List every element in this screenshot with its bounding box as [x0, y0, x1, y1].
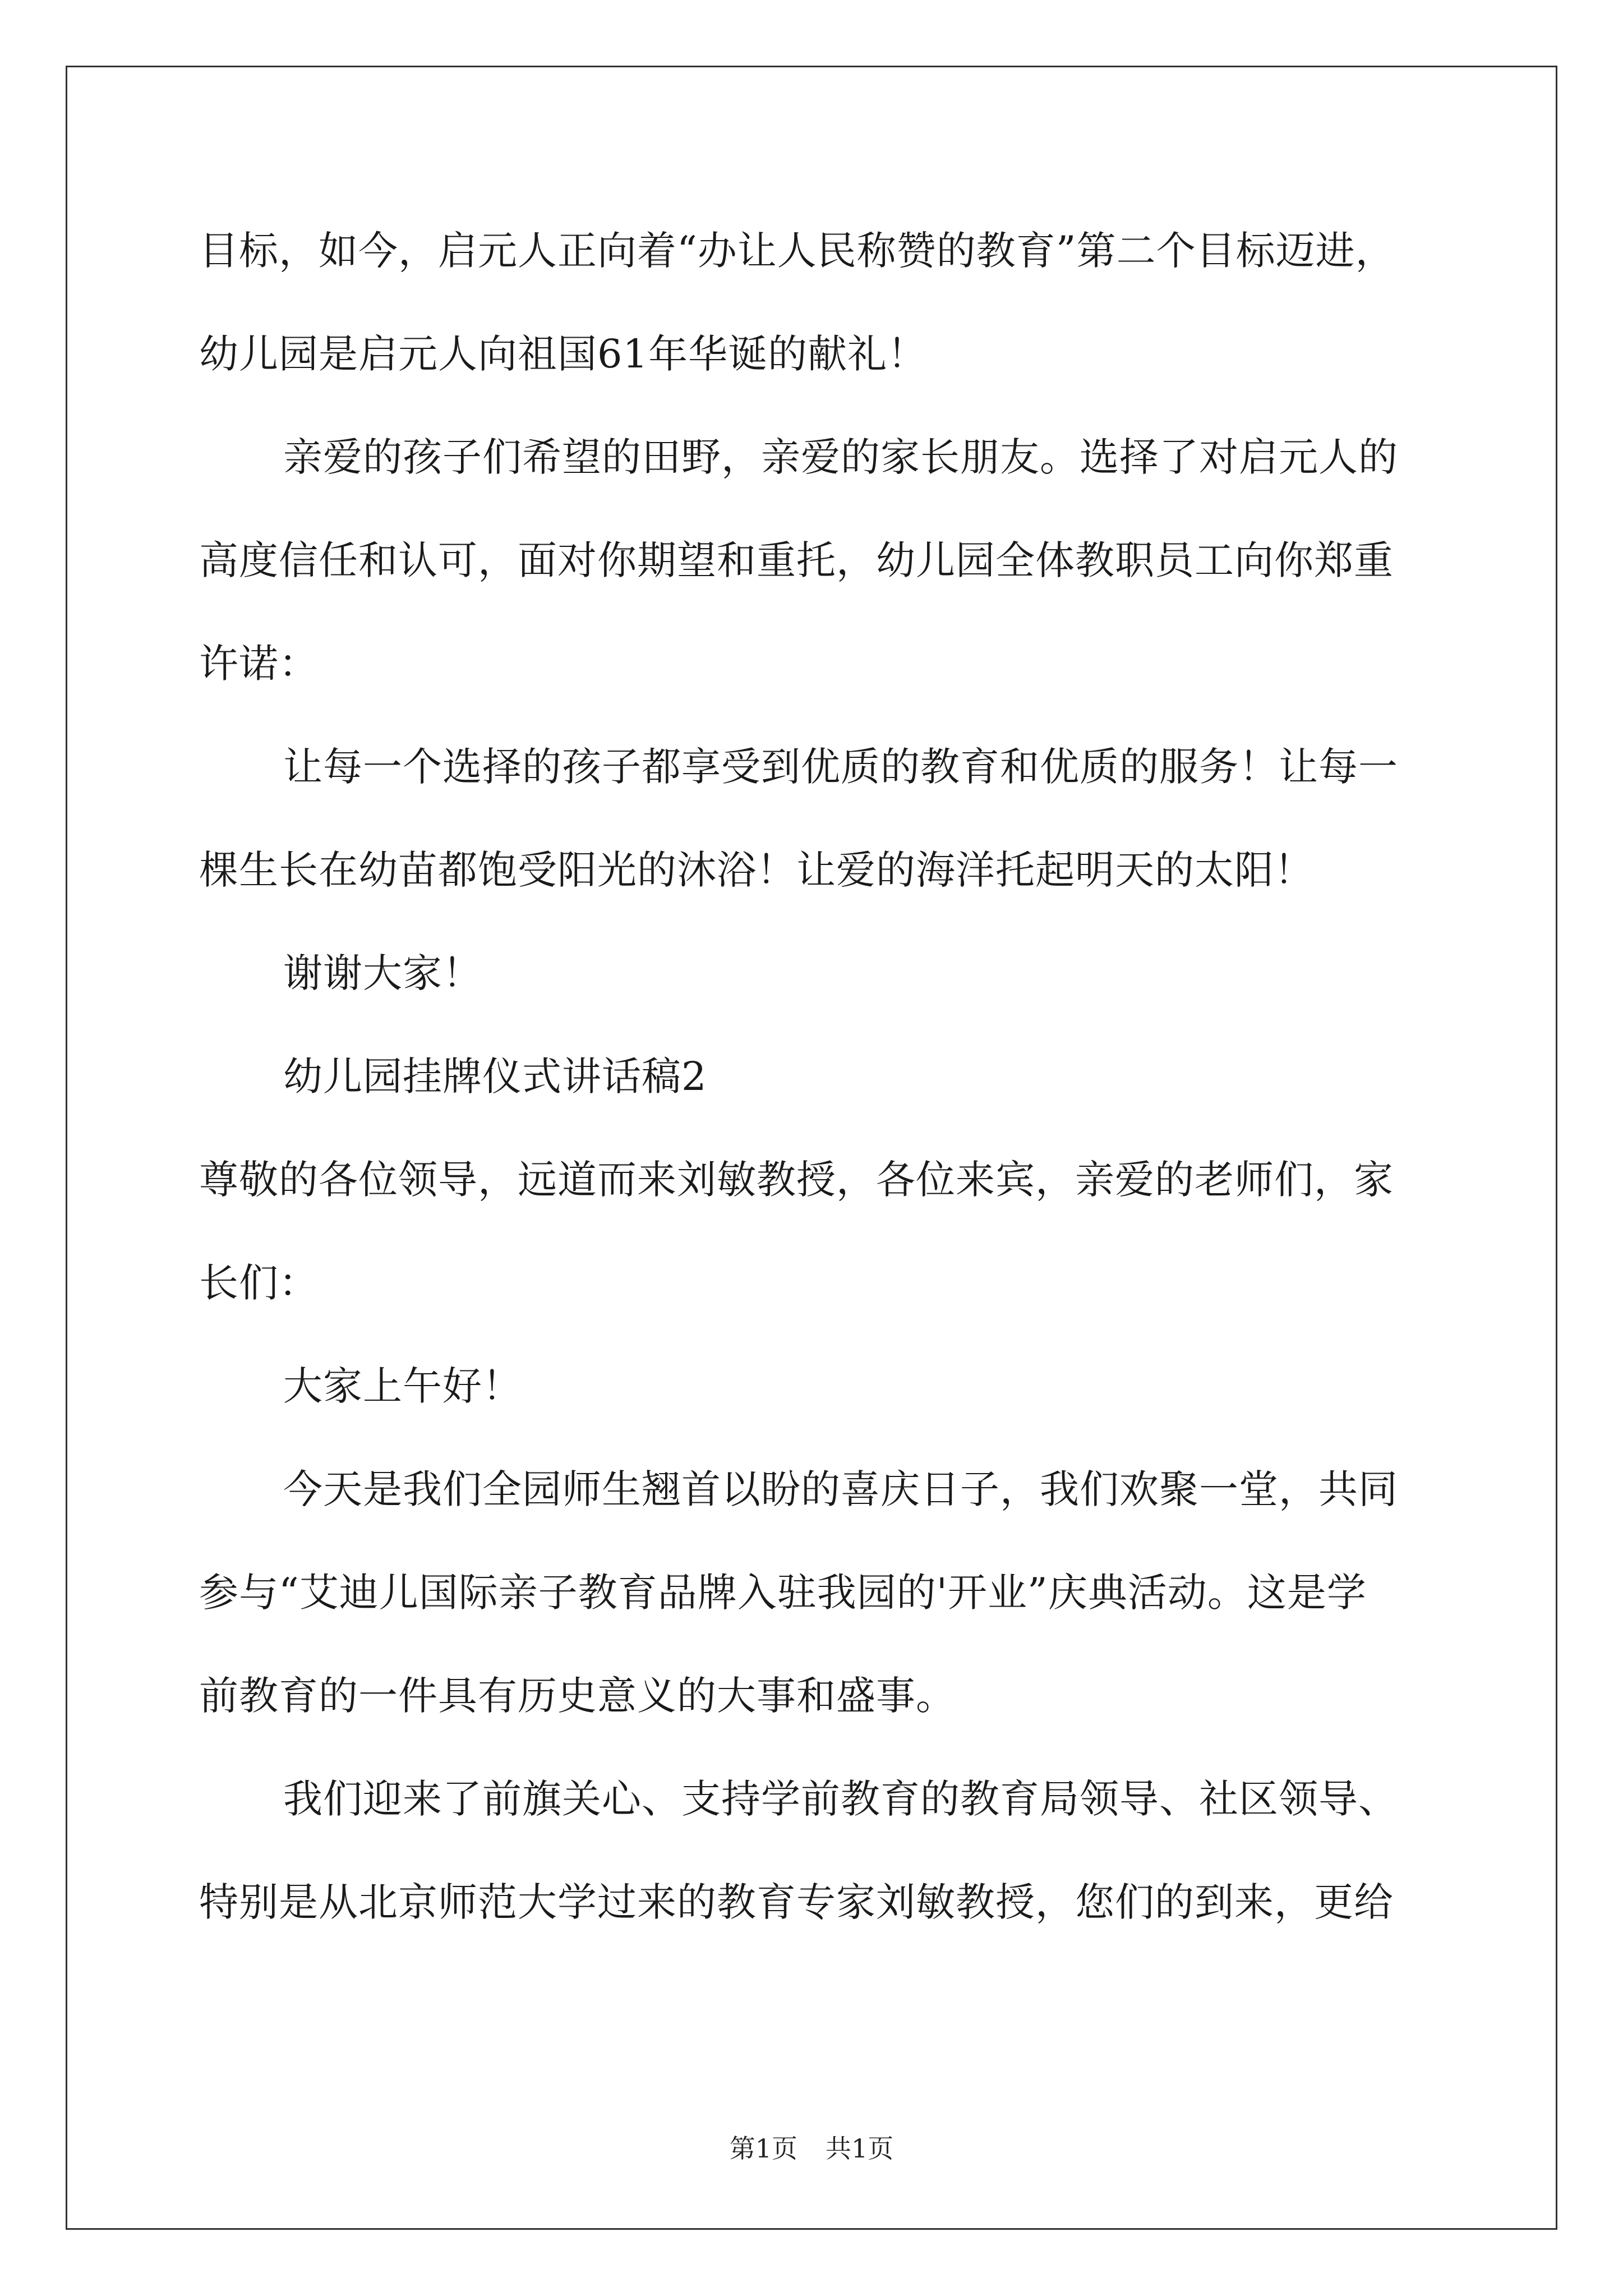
- text-line-1: 目标，如今，启元人正向着“办让人民称赞的教育”第二个目标迈进，: [199, 228, 1395, 274]
- text-line-16: 我们迎来了前旗关心、支持学前教育的教育局领导、社区领导、: [283, 1776, 1398, 1822]
- page-number-current: 第1页: [729, 2133, 797, 2164]
- document-body: [199, 199, 1433, 1954]
- text-line-7: 棵生长在幼苗都饱受阳光的沐浴！让爱的海洋托起明天的太阳！: [199, 847, 1314, 893]
- text-line-13: 今天是我们全园师生翘首以盼的喜庆日子，我们欢聚一堂，共同: [283, 1466, 1398, 1512]
- page-number-total: 共1页: [826, 2133, 894, 2164]
- text-line-3: 亲爱的孩子们希望的田野，亲爱的家长朋友。选择了对启元人的: [283, 434, 1398, 480]
- text-line-12: 大家上午好！: [283, 1363, 522, 1409]
- text-line-6: 让每一个选择的孩子都享受到优质的教育和优质的服务！让每一: [283, 744, 1398, 790]
- text-line-14: 参与“艾迪儿国际亲子教育品牌入驻我园的'开业”庆典活动。这是学: [199, 1570, 1367, 1616]
- text-line-11: 长们：: [199, 1260, 319, 1306]
- section-heading: 幼儿园挂牌仪式讲话稿2: [283, 1053, 707, 1099]
- text-line-4: 高度信任和认可，面对你期望和重托，幼儿园全体教职员工向你郑重: [199, 537, 1394, 583]
- text-line-5: 许诺：: [199, 641, 319, 687]
- text-line-17: 特别是从北京师范大学过来的教育专家刘敏教授，您们的到来，更给: [199, 1879, 1394, 1925]
- text-line-15: 前教育的一件具有历史意义的大事和盛事。: [199, 1673, 956, 1719]
- text-line-2: 幼儿园是启元人向祖国61年华诞的献礼！: [199, 331, 928, 377]
- text-line-10: 尊敬的各位领导，远道而来刘敏教授，各位来宾，亲爱的老师们，家: [199, 1157, 1394, 1203]
- page-footer: [0, 2132, 1623, 2165]
- text-line-8: 谢谢大家！: [283, 950, 482, 996]
